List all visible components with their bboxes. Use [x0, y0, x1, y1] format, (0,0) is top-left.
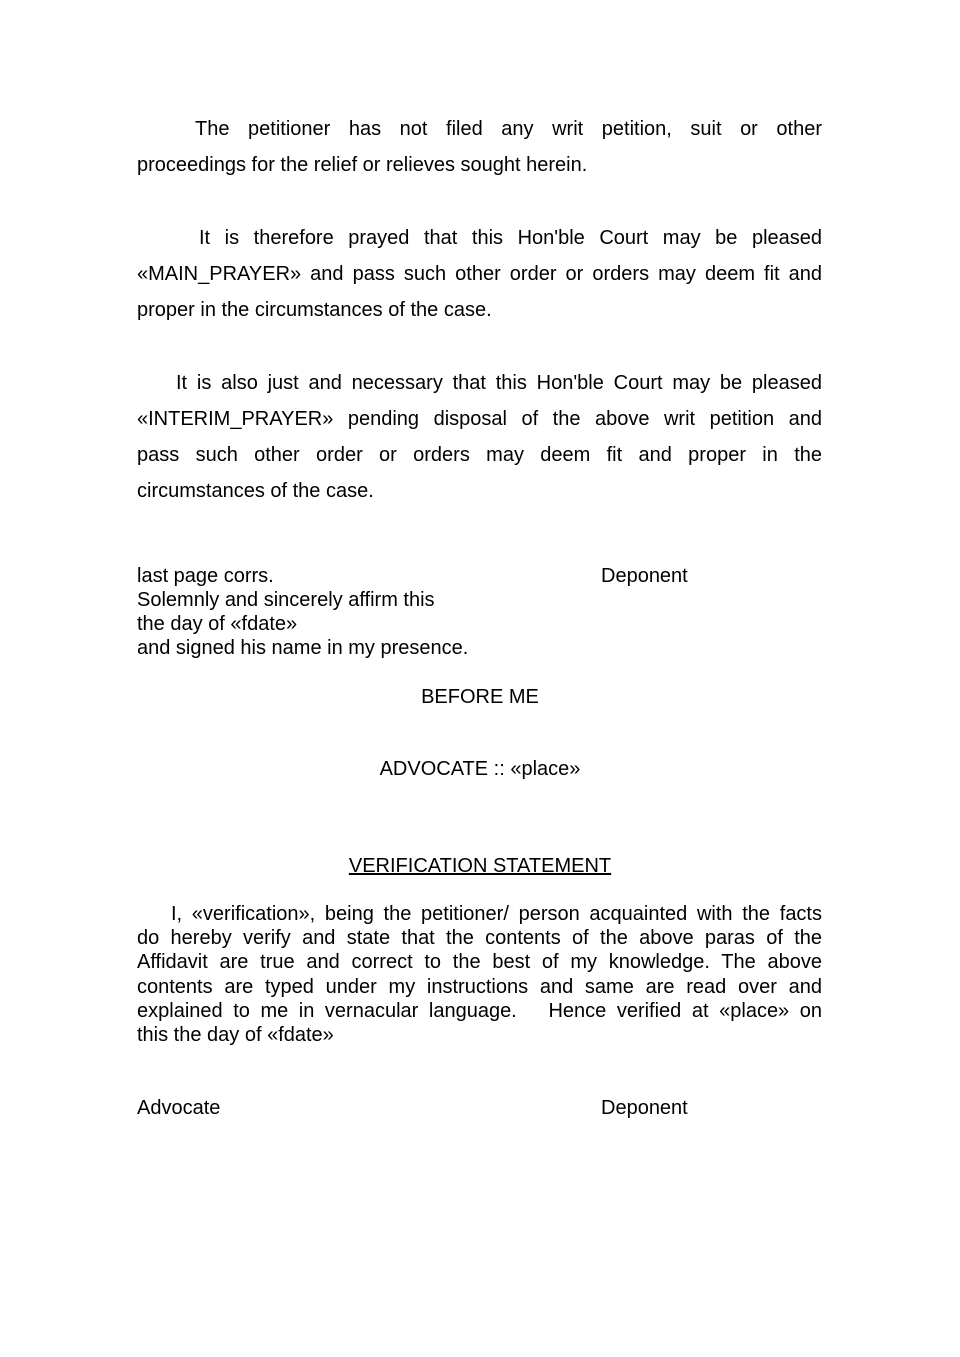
paragraph-line: this the day of «fdate» — [137, 1024, 334, 1047]
paragraph-line: circumstances of the case. — [137, 480, 374, 502]
paragraph-line: proper in the circumstances of the case. — [137, 299, 492, 321]
paragraph-line: do hereby verify and state that the contents of the above paras of the — [137, 927, 822, 950]
paragraph-line: proceedings for the relief or relieves sought herein. — [137, 154, 588, 176]
paragraph-line: I, «verification», being the petitioner/ person acquainted with the facts — [171, 903, 822, 925]
deponent-label: Deponent — [601, 565, 688, 587]
paragraph-line: It is therefore prayed that this Hon'ble Court may be pleased — [199, 227, 822, 249]
paragraph-line: explained to me in vernacular language. Hence verified at «place» on — [137, 999, 822, 1022]
paragraph-line: pass such other order or orders may deem fit and proper in the — [137, 444, 822, 466]
paragraph-line: «MAIN_PRAYER» and pass such other order or orders may deem fit and — [137, 263, 822, 285]
deponent-signature-label: Deponent — [601, 1097, 688, 1119]
paragraph-line: It is also just and necessary that this Hon'ble Court may be pleased — [176, 372, 822, 394]
paragraph-line: Affidavit are true and correct to the best of my knowledge. The above — [137, 951, 822, 974]
before-me-heading: BEFORE ME — [421, 686, 539, 708]
advocate-place: ADVOCATE :: «place» — [379, 758, 581, 780]
verification-paragraph — [137, 902, 822, 1047]
affirmation-line: last page corrs. — [137, 565, 274, 587]
affirmation-line: the day of «fdate» — [137, 613, 298, 635]
paragraph-line: contents are typed under my instructions and same are read over and — [137, 975, 822, 998]
affirmation-line: and signed his name in my presence. — [137, 637, 469, 659]
verification-heading: VERIFICATION STATEMENT — [348, 855, 612, 877]
paragraph-line: «INTERIM_PRAYER» pending disposal of the above writ petition and — [137, 408, 822, 430]
advocate-signature-label: Advocate — [137, 1097, 221, 1119]
paragraph-main-prayer — [137, 220, 822, 328]
paragraph-line: The petitioner has not filed any writ petition, suit or other — [195, 118, 822, 140]
paragraph-no-other-proceedings — [137, 111, 822, 183]
paragraph-interim-prayer — [137, 365, 822, 509]
affirmation-line: Solemnly and sincerely affirm this — [137, 589, 435, 611]
